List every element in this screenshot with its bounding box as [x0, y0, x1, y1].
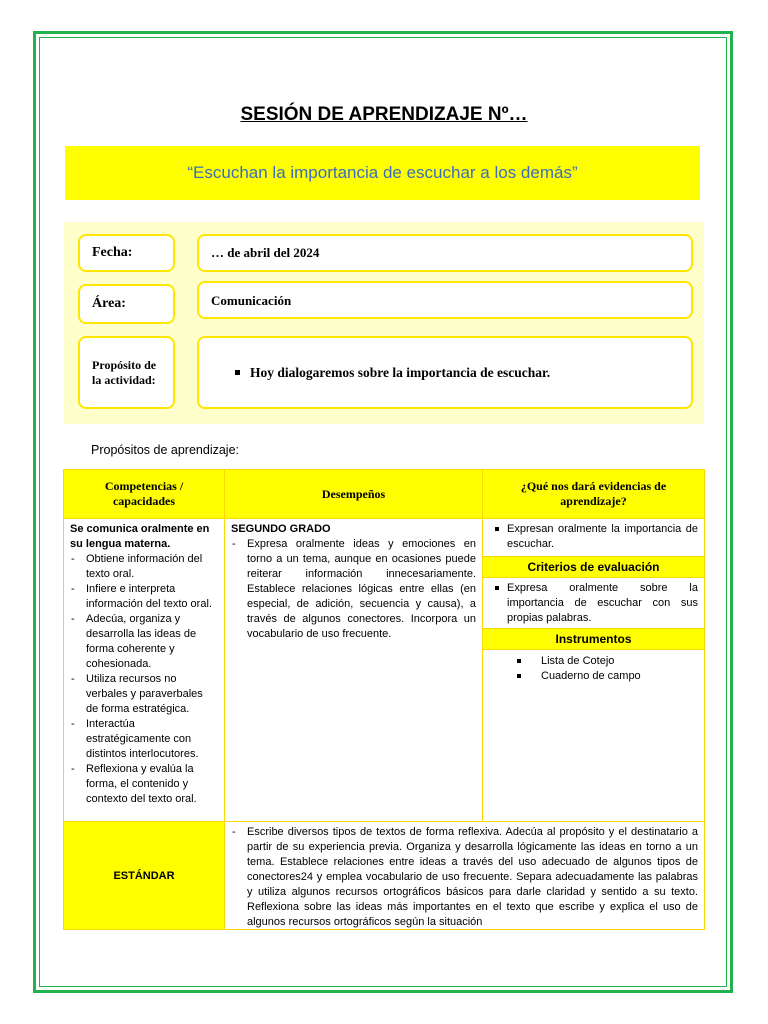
propositos-subheading: Propósitos de aprendizaje: — [91, 443, 240, 457]
estandar-label: ESTÁNDAR — [113, 869, 175, 882]
proposito-label-line2: la actividad: — [92, 372, 156, 387]
grade-label: SEGUNDO GRADO — [231, 523, 331, 535]
estandar-row — [64, 822, 705, 930]
fecha-value: … de abril del 2024 — [211, 245, 320, 260]
evidencias-cell — [483, 519, 705, 822]
fecha-label: Fecha: — [92, 245, 133, 260]
header-competencias — [64, 470, 225, 519]
desempenos-list — [231, 537, 476, 642]
criterio-item: Expresa oralmente sobre la importancia de escuchar con sus propias palabras. — [489, 581, 698, 626]
session-banner — [65, 146, 700, 200]
list-item: - Escribe diversos tipos de textos de forma reflexiva. Adecúa al propósito y el destinatario a partir de su experiencia previa. Organiza y desarrolla lógicamente las ideas en torno a un tema. Establece relaciones entre ideas a través del uso adecuado de algunos tipos de conectores24 y emplea vocabulario de uso frecuente. Separa adecuadamente las palabras y utiliza algunos recursos ortográficos básicos para darle claridad y sentido a su texto. Reflexiona sobre las ideas más importantes en el texto que escribe y explica el uso de algunos recursos ortográficos según la situación — [231, 825, 698, 929]
instrumentos-heading: Instrumentos — [483, 628, 704, 649]
table-content-row — [64, 519, 705, 822]
square-bullet-icon — [235, 370, 240, 375]
page-title: SESIÓN DE APRENDIZAJE Nº… — [240, 104, 528, 125]
competencias-cell — [64, 519, 225, 822]
competencia-title: Se comunica oralmente en su lengua materna. — [70, 523, 210, 550]
header-desempenos — [225, 470, 483, 519]
instrumento-item: Cuaderno de campo — [489, 669, 698, 684]
list-item: - Reflexiona y evalúa la forma, el contenido y contexto del texto oral. — [70, 762, 218, 807]
header-desempenos-label: Desempeños — [321, 486, 386, 501]
proposito-value-box — [197, 336, 693, 409]
capacidades-list — [70, 552, 218, 807]
area-label-box — [78, 284, 175, 324]
proposito-label-box — [78, 336, 175, 409]
fecha-value-box — [197, 234, 693, 272]
table-header-row — [64, 470, 705, 519]
list-item: - Obtiene información del texto oral. — [70, 552, 218, 582]
fecha-label-box — [78, 234, 175, 272]
evidencia-item: Expresan oralmente la importancia de escuchar. — [489, 522, 698, 552]
proposito-label-line1: Propósito de — [92, 357, 157, 372]
header-competencias-line1: Competencias / — [104, 479, 184, 493]
list-item: - Interactúa estratégicamente con distintos interlocutores. — [70, 717, 218, 762]
header-evidencias-line1: ¿Qué nos dará evidencias de — [520, 479, 667, 493]
instrumento-item: Lista de Cotejo — [489, 654, 698, 669]
list-item: - Utiliza recursos no verbales y paraverbales de forma estratégica. — [70, 672, 218, 717]
estandar-list — [231, 825, 698, 929]
list-item: - Infiere e interpreta información del texto oral. — [70, 582, 218, 612]
estandar-text-cell — [225, 822, 705, 930]
proposito-value: Hoy dialogaremos sobre la importancia de escuchar. — [250, 364, 551, 380]
area-label: Área: — [92, 296, 126, 311]
desempenos-cell — [225, 519, 483, 822]
header-competencias-line2: capacidades — [112, 494, 175, 508]
learning-table — [63, 469, 705, 930]
list-item: - Expresa oralmente ideas y emociones en torno a un tema, aunque en ocasiones puede reiterar información innecesariamente. Establece relaciones lógicas entre ellas (en especial, de adición, secuencia y causa), a través de algunos conectores. Incorpora un vocabulario de uso frecuente. — [231, 537, 476, 642]
header-evidencias — [483, 470, 705, 519]
list-item: - Adecúa, organiza y desarrolla las ideas de forma coherente y cohesionada. — [70, 612, 218, 672]
estandar-label-cell — [64, 822, 225, 930]
header-evidencias-line2: aprendizaje? — [560, 494, 627, 508]
banner-text: “Escuchan la importancia de escuchar a los demás” — [187, 163, 578, 182]
area-value: Comunicación — [211, 293, 292, 308]
criterios-heading: Criterios de evaluación — [483, 556, 704, 577]
area-value-box — [197, 281, 693, 319]
